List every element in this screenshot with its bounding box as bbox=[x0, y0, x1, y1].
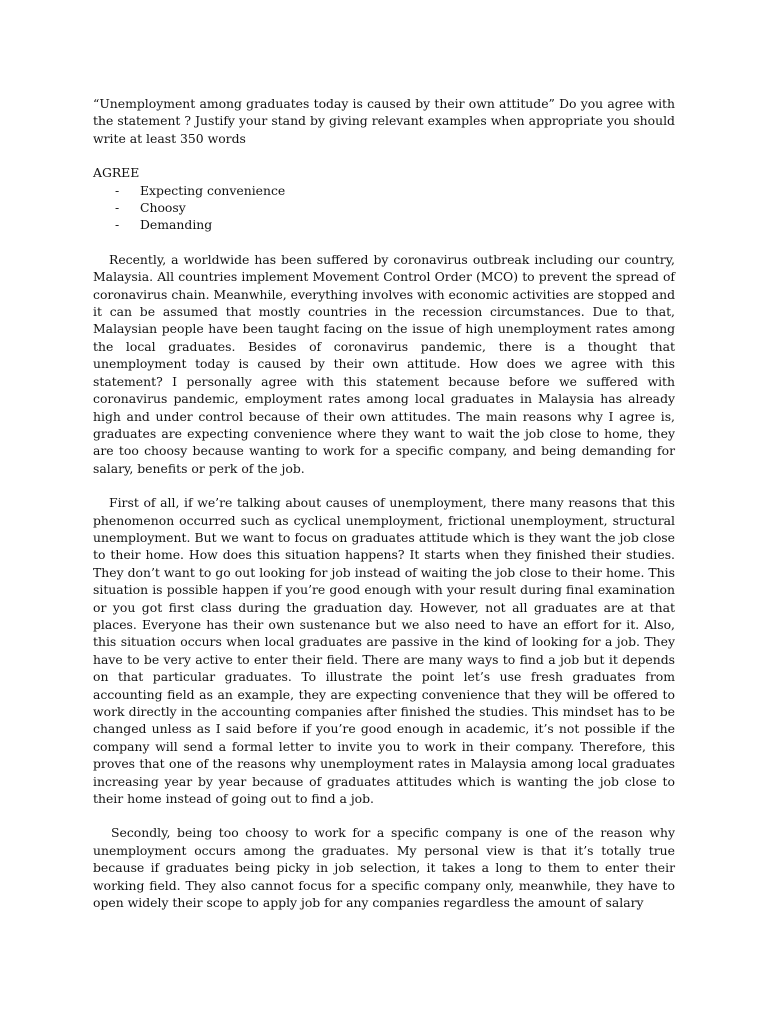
document-body bbox=[93, 95, 675, 928]
paragraph-first-reason: First of all, if we’re talking about causes of unemployment, there many reasons that this phenomenon occurred such as cyclical unemployment, frictional unemployment, structural unemployment. But we want to focus on graduates attitude which is they want the job close to their home. How does this situation happens? It starts when they finished their studies. They don’t want to go out looking for job instead of waiting the job close to their home. This situation is possible happen if you’re good enough with your result during final examination or you got first class during the graduation day. However, not all graduates are at that places. Everyone has their own sustenance but we also need to have an effort for it. Also, this situation occurs when local graduates are passive in the kind of looking for a job. They have to be very active to enter their field. There are many ways to find a job but it depends on that particular graduates. To illustrate the point let’s use fresh graduates from accounting field as an example, they are expecting convenience that they will be offered to work directly in the accounting companies after finished the studies. This mindset has to be changed unless as I said before if you’re good enough in academic, it’s not possible if the company will send a formal letter to invite you to work in their company. Therefore, this proves that one of the reasons why unemployment rates in Malaysia among local graduates increasing year by year because of graduates attitudes which is wanting the job close to their home instead of going out to find a job. bbox=[93, 495, 675, 807]
bullet-dash: - bbox=[115, 182, 120, 198]
points-list bbox=[93, 182, 675, 234]
bullet-dash: - bbox=[115, 200, 120, 216]
list-item bbox=[93, 182, 675, 199]
list-item bbox=[93, 199, 675, 216]
point-label: Demanding bbox=[140, 217, 213, 233]
stance-heading: AGREE bbox=[93, 165, 140, 181]
paragraph-second-reason: Secondly, being too choosy to work for a specific company is one of the reason why unemployment occurs among the graduates. My personal view is that it’s totally true because if graduates being picky in job selection, it takes a long to them to enter their working field. They also cannot focus for a specific company only, meanwhile, they have to open widely their scope to apply job for any companies regardless the amount of salary bbox=[93, 825, 675, 911]
list-item bbox=[93, 216, 675, 233]
point-label: Choosy bbox=[140, 200, 186, 216]
essay-question: “Unemployment among graduates today is caused by their own attitude” Do you agree with the statement ? Justify your stand by giving relevant examples when appropriate you should write at least 350 words bbox=[93, 96, 675, 146]
point-label: Expecting convenience bbox=[140, 182, 286, 198]
bullet-dash: - bbox=[115, 217, 120, 233]
paragraph-introduction: Recently, a worldwide has been suffered by coronavirus outbreak including our country, Malaysia. All countries implement Movement Control Order (MCO) to prevent the spread of coronavirus chain. Meanwhile, everything involves with economic activities are stopped and it can be assumed that mostly countries in the recession circumstances. Due to that, Malaysian people have been taught facing on the issue of high unemployment rates among the local graduates. Besides of coronavirus pandemic, there is a thought that unemployment today is caused by their own attitude. How does we agree with this statement? I personally agree with this statement because before we suffered with coronavirus pandemic, employment rates among local graduates in Malaysia has already high and under control because of their own attitudes. The main reasons why I agree is, graduates are expecting convenience where they want to wait the job close to home, they are too choosy because wanting to work for a specific company, and being demanding for salary, benefits or perk of the job. bbox=[93, 251, 675, 476]
